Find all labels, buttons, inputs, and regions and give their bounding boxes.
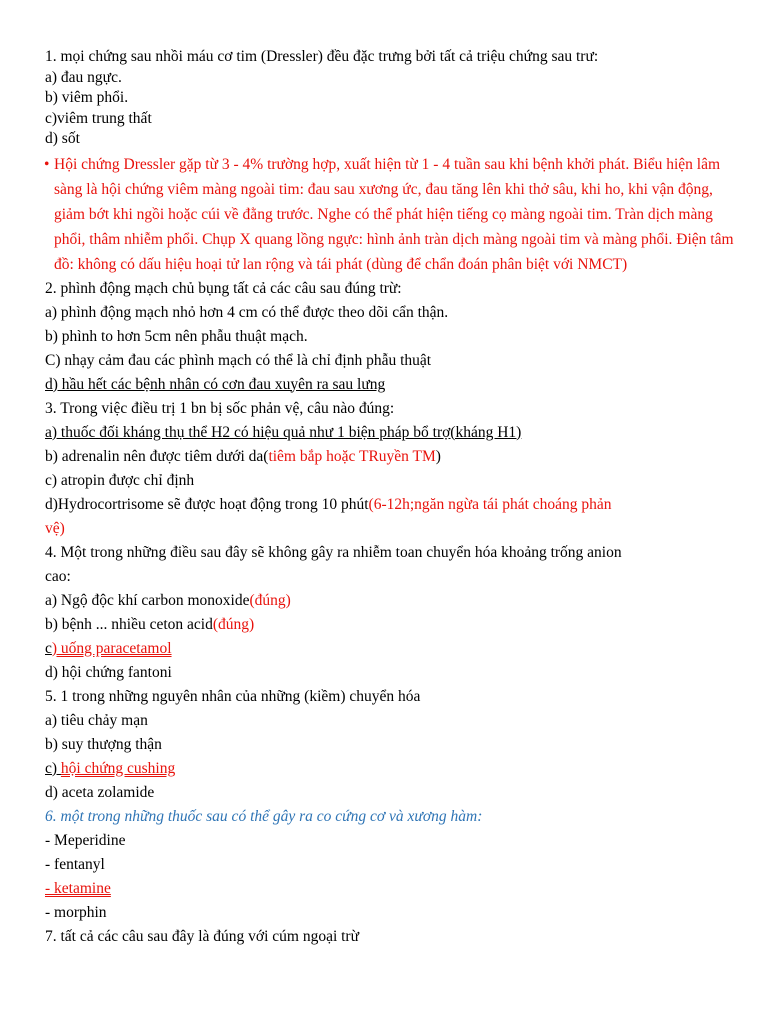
question-2-option-c: C) nhạy cảm đau các phình mạch có thể là chỉ định phẫu thuật <box>45 351 432 369</box>
question-3-option-b-text: b) adrenalin nên được tiêm dưới da( <box>45 447 269 465</box>
question-7-text: 7. tất cả các câu sau đây là đúng với cúm ngoại trừ <box>45 927 359 945</box>
question-1-option-d: d) sốt <box>45 130 80 147</box>
question-2-option-a: a) phình động mạch nhỏ hơn 4 cm có thể được theo dõi cẩn thận. <box>45 303 449 321</box>
question-2 <box>45 277 723 949</box>
question-2-option-d-answer: d) hầu hết các bệnh nhân có cơn đau xuyên ra sau lưng <box>45 375 386 393</box>
question-1-option-c: c)viêm trung thất <box>45 109 152 127</box>
question-4-option-a-text: a) Ngộ độc khí carbon monoxide <box>45 591 250 609</box>
question-5-option-a: a) tiêu chảy mạn <box>45 711 148 729</box>
question-2-text: 2. phình động mạch chủ bụng tất cả các câu sau đúng trừ: <box>45 279 402 297</box>
question-3-option-d-note-cont: vệ) <box>45 519 65 537</box>
question-4-text-2: cao: <box>45 567 71 585</box>
question-2-option-b: b) phình to hơn 5cm nên phẫu thuật mạch. <box>45 327 308 345</box>
question-6-text: 6. một trong những thuốc sau có thể gây ra co cứng cơ và xương hàm: <box>45 807 483 825</box>
question-3-option-d-text: d)Hydrocortrisome sẽ được hoạt động trong 10 phút <box>45 495 369 513</box>
question-6-option-c-answer: - ketamine <box>45 879 111 897</box>
question-5-option-c-prefix: c) <box>45 759 61 777</box>
question-4-option-b-note: (đúng) <box>212 615 255 633</box>
question-3-option-c: c) atropin được chỉ định <box>45 471 195 489</box>
question-4-option-a <box>45 589 723 613</box>
question-5-option-d: d) aceta zolamide <box>45 783 155 801</box>
question-5-option-c-answer: hội chứng cushing <box>60 759 176 777</box>
question-3-option-b-note: tiêm bắp hoặc TRuyền TM <box>268 447 436 465</box>
bullet-icon: • <box>44 155 50 173</box>
question-6-option-d: - morphin <box>45 903 107 921</box>
question-4-text-1: 4. Một trong những điều sau đây sẽ không gây ra nhiễm toan chuyển hóa khoảng trống anion <box>45 543 622 561</box>
question-1-text: 1. mọi chứng sau nhồi máu cơ tim (Dressler) đều đặc trưng bởi tất cả triệu chứng sau trư: <box>45 48 599 65</box>
question-4-option-b-text: b) bệnh ... nhiều ceton acid <box>45 615 213 633</box>
question-5-option-b: b) suy thượng thận <box>45 735 162 753</box>
question-1 <box>44 47 734 277</box>
question-1-explanation <box>45 152 734 277</box>
question-4-option-c-answer: ) uống paracetamol <box>51 639 172 657</box>
question-3-option-a-answer: a) thuốc đối kháng thụ thể H2 có hiệu quả như 1 biện pháp bổ trợ(kháng H1) <box>45 423 522 441</box>
question-1-option-b: b) viêm phổi. <box>45 89 129 106</box>
question-1-explanation-text: Hội chứng Dressler gặp từ 3 - 4% trường hợp, xuất hiện từ 1 - 4 tuần sau khi bệnh khởi phát. Biểu hiện lâm sàng là hội chứng viêm màng ngoài tim: đau sau xương ức, đau tăng lên khi thở sâu, khi ho, khi vận động, giảm bớt khi ngồi hoặc cúi về đằng trước. Nghe có thể phát hiện tiếng cọ màng ngoài tim. Tràn dịch màng phổi, thâm nhiễm phổi. Chụp X quang lồng ngực: hình ảnh tràn dịch màng ngoài tim và màng phổi. Điện tâm đồ: không có dấu hiệu hoại tử lan rộng và tái phát (dùng để chẩn đoán phân biệt với NMCT) <box>54 155 734 273</box>
question-4-option-a-note: (đúng) <box>249 591 291 609</box>
question-4-option-d: d) hội chứng fantoni <box>45 663 172 681</box>
question-3-option-b-close: ) <box>435 447 441 465</box>
question-4-option-b <box>45 613 723 637</box>
question-3-text: 3. Trong việc điều trị 1 bn bị sốc phản vệ, câu nào đúng: <box>45 399 395 417</box>
question-3-option-d-note: (6-12h;ngăn ngừa tái phát choáng phản <box>368 495 612 513</box>
question-3-option-b <box>45 445 723 469</box>
question-5-option-c <box>45 757 723 781</box>
question-4-option-c-prefix: c <box>45 639 52 657</box>
question-5-text: 5. 1 trong những nguyên nhân của những (kiềm) chuyển hóa <box>45 687 421 705</box>
question-4-option-c <box>45 637 723 661</box>
question-6-option-b: - fentanyl <box>45 855 105 873</box>
question-1-option-a: a) đau ngực. <box>45 68 122 86</box>
question-3-option-d <box>45 493 723 517</box>
question-6-option-a: - Meperidine <box>45 831 126 849</box>
